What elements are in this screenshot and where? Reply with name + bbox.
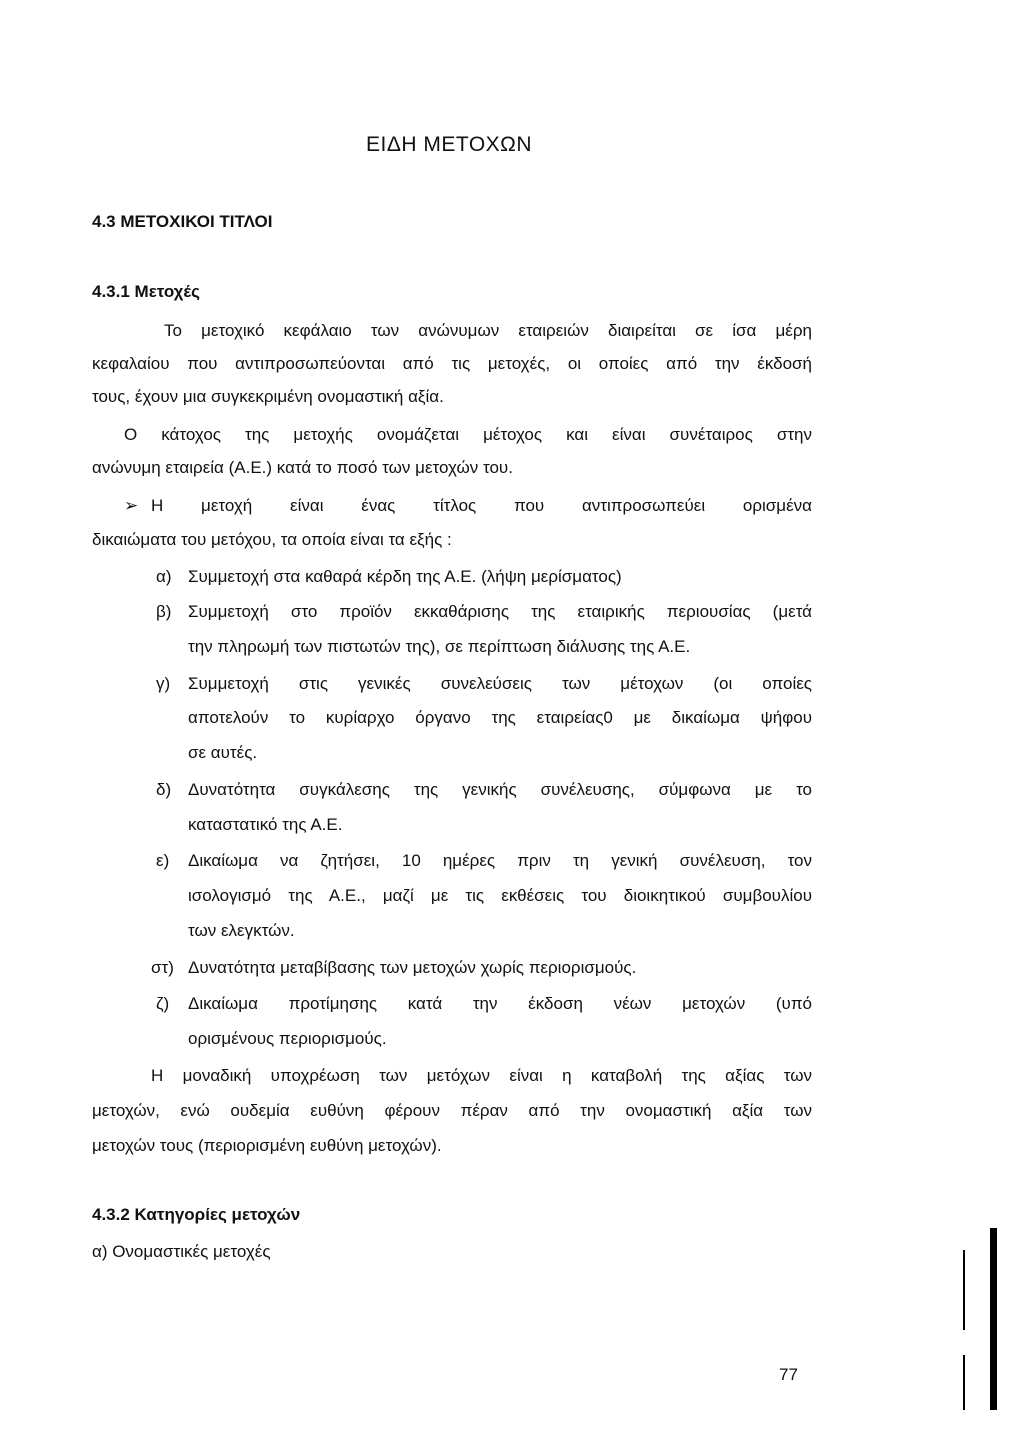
list-item-line: σε αυτές. bbox=[188, 743, 258, 762]
list-item-label: ζ) bbox=[156, 994, 170, 1013]
list-item-line: ορισμένους περιορισμούς. bbox=[188, 1029, 387, 1048]
list-item-line: την πληρωμή των πιστωτών της), σε περίπτωση διάλυσης της Α.Ε. bbox=[188, 637, 691, 656]
list-item-label: ε) bbox=[156, 851, 170, 870]
list-item-line: Συμμετοχή στο προϊόν εκκαθάρισης της εταιρικής περιουσίας (μετά bbox=[188, 602, 812, 621]
list-item-label: στ) bbox=[151, 958, 174, 977]
paragraph-line: Ο κάτοχος της μετοχής ονομάζεται μέτοχος και είναι συνέταιρος στην bbox=[124, 425, 812, 444]
section-title: 4.3 ΜΕΤΟΧΙΚΟΙ ΤΙΤΛΟΙ bbox=[92, 212, 273, 231]
page-number: 77 bbox=[779, 1365, 798, 1384]
bullet-line: Η μετοχή είναι ένας τίτλος που αντιπροσωπεύει ορισμένα bbox=[151, 496, 812, 515]
paragraph-line: ανώνυμη εταιρεία (Α.Ε.) κατά το ποσό των μετοχών του. bbox=[92, 458, 513, 477]
scan-edge-line bbox=[963, 1355, 965, 1410]
scan-edge-bar bbox=[990, 1228, 997, 1410]
paragraph-line: μετοχών τους (περιορισμένη ευθύνη μετοχών). bbox=[92, 1136, 442, 1155]
list-item-line: Δυνατότητα συγκάλεσης της γενικής συνέλευσης, σύμφωνα με το bbox=[188, 780, 812, 799]
list-item-line: Δικαίωμα προτίμησης κατά την έκδοση νέων μετοχών (υπό bbox=[188, 994, 812, 1013]
list-item-label: α) bbox=[156, 567, 172, 586]
list-item: α) Ονομαστικές μετοχές bbox=[92, 1242, 271, 1261]
list-item-label: γ) bbox=[156, 674, 171, 693]
paragraph-line: μετοχών, ενώ ουδεμία ευθύνη φέρουν πέραν από την ονομαστική αξία των bbox=[92, 1101, 812, 1120]
chapter-title: ΕΙΔΗ ΜΕΤΟΧΩΝ bbox=[366, 133, 533, 156]
list-item-line: αποτελούν το κυρίαρχο όργανο της εταιρείας0 με δικαίωμα ψήφου bbox=[188, 708, 812, 727]
list-item-line: καταστατικό της Α.Ε. bbox=[188, 815, 343, 834]
list-item-label: δ) bbox=[156, 780, 172, 799]
paragraph-line: τους, έχουν μια συγκεκριμένη ονομαστική αξία. bbox=[92, 387, 444, 406]
list-item-line: Συμμετοχή στα καθαρά κέρδη της Α.Ε. (λήψη μερίσματος) bbox=[188, 567, 622, 586]
list-item-line: Δυνατότητα μεταβίβασης των μετοχών χωρίς περιορισμούς. bbox=[188, 958, 637, 977]
scan-edge-line bbox=[963, 1250, 965, 1330]
bullet-line: δικαιώματα του μετόχου, τα οποία είναι τα εξής : bbox=[92, 530, 452, 549]
list-item-line: ισολογισμό της Α.Ε., μαζί με τις εκθέσεις του διοικητικού συμβουλίου bbox=[188, 886, 812, 905]
bullet-arrow-icon: ➢ bbox=[124, 496, 139, 515]
paragraph-line: Το μετοχικό κεφάλαιο των ανώνυμων εταιρειών διαιρείται σε ίσα μέρη bbox=[164, 321, 812, 340]
list-item-line: των ελεγκτών. bbox=[188, 921, 295, 940]
paragraph-line: κεφαλαίου που αντιπροσωπεύονται από τις μετοχές, οι οποίες από την έκδοσή bbox=[92, 354, 812, 373]
subsection-heading-4-3-1: 4.3.1 Μετοχές bbox=[92, 282, 200, 301]
list-item-label: β) bbox=[156, 602, 172, 621]
list-item-line: Δικαίωμα να ζητήσει, 10 ημέρες πριν τη γενική συνέλευση, τον bbox=[188, 851, 812, 870]
paragraph-line: Η μοναδική υποχρέωση των μετόχων είναι η καταβολή της αξίας των bbox=[151, 1066, 812, 1085]
subsection-heading-4-3-2: 4.3.2 Κατηγορίες μετοχών bbox=[92, 1205, 301, 1224]
list-item-line: Συμμετοχή στις γενικές συνελεύσεις των μέτοχων (οι οποίες bbox=[188, 674, 812, 693]
